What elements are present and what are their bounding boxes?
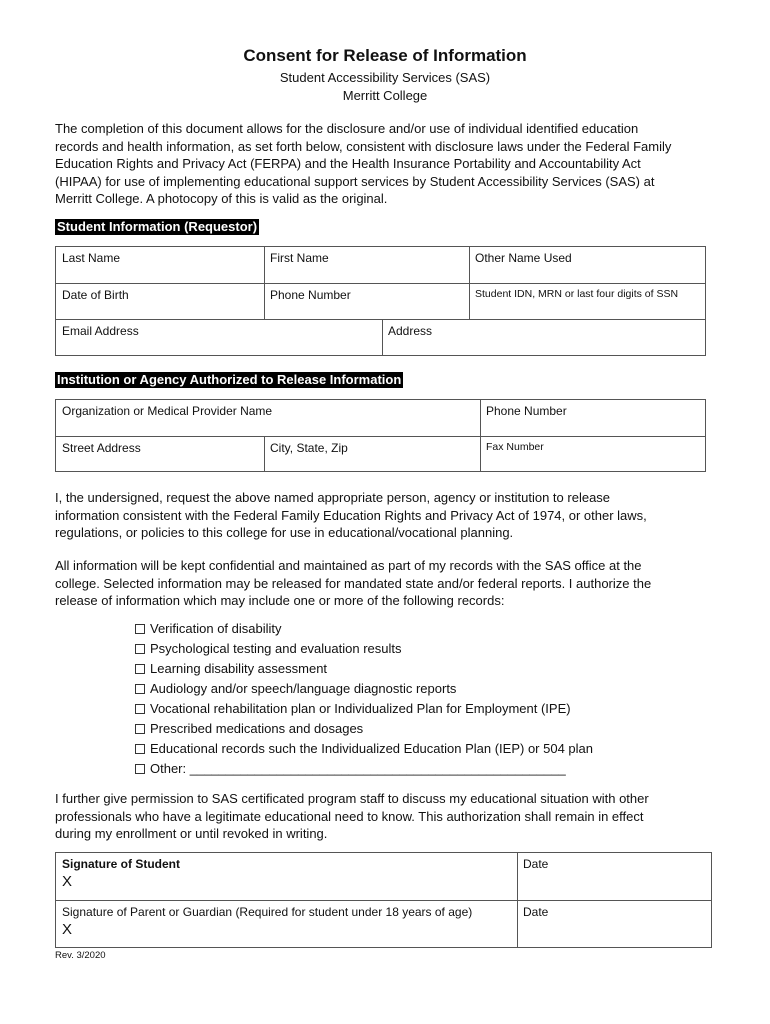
subtitle-office: Student Accessibility Services (SAS): [279, 70, 491, 85]
revision-label: Rev. 3/2020: [55, 950, 106, 961]
fax-field[interactable]: Fax Number: [486, 441, 544, 453]
dob-field[interactable]: Date of Birth: [62, 288, 129, 302]
checklist-item: Vocational rehabilitation plan or Individualized Plan for Employment (IPE): [135, 699, 593, 719]
signature-table: [55, 852, 712, 948]
first-name-field[interactable]: First Name: [270, 251, 329, 265]
parent-date-field[interactable]: Date: [523, 905, 549, 919]
student-phone-field[interactable]: Phone Number: [270, 288, 351, 302]
last-name-field[interactable]: Last Name: [62, 251, 121, 265]
checkbox[interactable]: [135, 764, 145, 774]
page-title: Consent for Release of Information: [243, 46, 527, 65]
student-info-table: [55, 246, 706, 356]
checkbox[interactable]: [135, 664, 145, 674]
checkbox[interactable]: [135, 644, 145, 654]
intro-paragraph: The completion of this document allows for the disclosure and/or use of individual identified education records and health information, as set forth below, consistent with disclosure laws under the Federal Family Education Rights and Privacy Act (FERPA) and the Health Insurance Portability and Accountability Act (HIPAA) for use of implementing educational support services by Student Accessibility Services (SAS) at Merritt College. A photocopy of this is valid as the original.: [55, 121, 672, 206]
checkbox[interactable]: [135, 684, 145, 694]
request-paragraph: I, the undersigned, request the above named appropriate person, agency or institution to release information consistent with the Federal Family Education Rights and Privacy Act of 1974, or other laws, regulations, or policies to this college for use in educational/vocational planning.: [55, 490, 647, 540]
organization-field[interactable]: Organization or Medical Provider Name: [62, 404, 273, 418]
checklist-item: Verification of disability: [135, 619, 593, 639]
confidential-paragraph: All information will be kept confidential and maintained as part of my records with the SAS office at the college. Selected information may be released for mandated state and/or federal reports. I authorize the release of information which may include one or more of the following records:: [55, 558, 652, 608]
checklist-item: Audiology and/or speech/language diagnostic reports: [135, 679, 593, 699]
checkbox[interactable]: [135, 724, 145, 734]
checklist-item-other: Other: ____________________________________________________: [135, 759, 593, 779]
other-name-field[interactable]: Other Name Used: [475, 251, 572, 265]
email-field[interactable]: Email Address: [62, 324, 139, 338]
institution-phone-field[interactable]: Phone Number: [486, 404, 567, 418]
student-date-field[interactable]: Date: [523, 857, 549, 871]
permission-paragraph: I further give permission to SAS certificated program staff to discuss my educational situation with other professionals who have a legitimate educational need to know. This authorization shall remain in effect during my enrollment or until revoked in writing.: [55, 791, 649, 841]
student-info-heading: Student Information (Requestor): [57, 219, 258, 234]
checklist-item: Educational records such the Individualized Education Plan (IEP) or 504 plan: [135, 739, 593, 759]
signature-x-mark: X: [62, 873, 73, 890]
parent-signature-field[interactable]: Signature of Parent or Guardian (Required for student under 18 years of age) X: [56, 901, 517, 947]
student-signature-field[interactable]: Signature of Student X: [56, 853, 517, 900]
institution-heading: Institution or Agency Authorized to Release Information: [57, 372, 402, 387]
city-state-zip-field[interactable]: City, State, Zip: [270, 441, 348, 455]
address-field[interactable]: Address: [388, 324, 433, 338]
street-address-field[interactable]: Street Address: [62, 441, 141, 455]
checklist-item: Psychological testing and evaluation results: [135, 639, 593, 659]
student-idn-field[interactable]: Student IDN, MRN or last four digits of SSN: [475, 288, 679, 300]
checklist-item: Learning disability assessment: [135, 659, 593, 679]
checkbox[interactable]: [135, 704, 145, 714]
checkbox[interactable]: [135, 624, 145, 634]
signature-x-mark: X: [62, 921, 73, 938]
institution-table: [55, 399, 706, 472]
checklist-item: Prescribed medications and dosages: [135, 719, 593, 739]
records-checklist: [135, 619, 593, 779]
subtitle-college: Merritt College: [342, 88, 428, 103]
checkbox[interactable]: [135, 744, 145, 754]
